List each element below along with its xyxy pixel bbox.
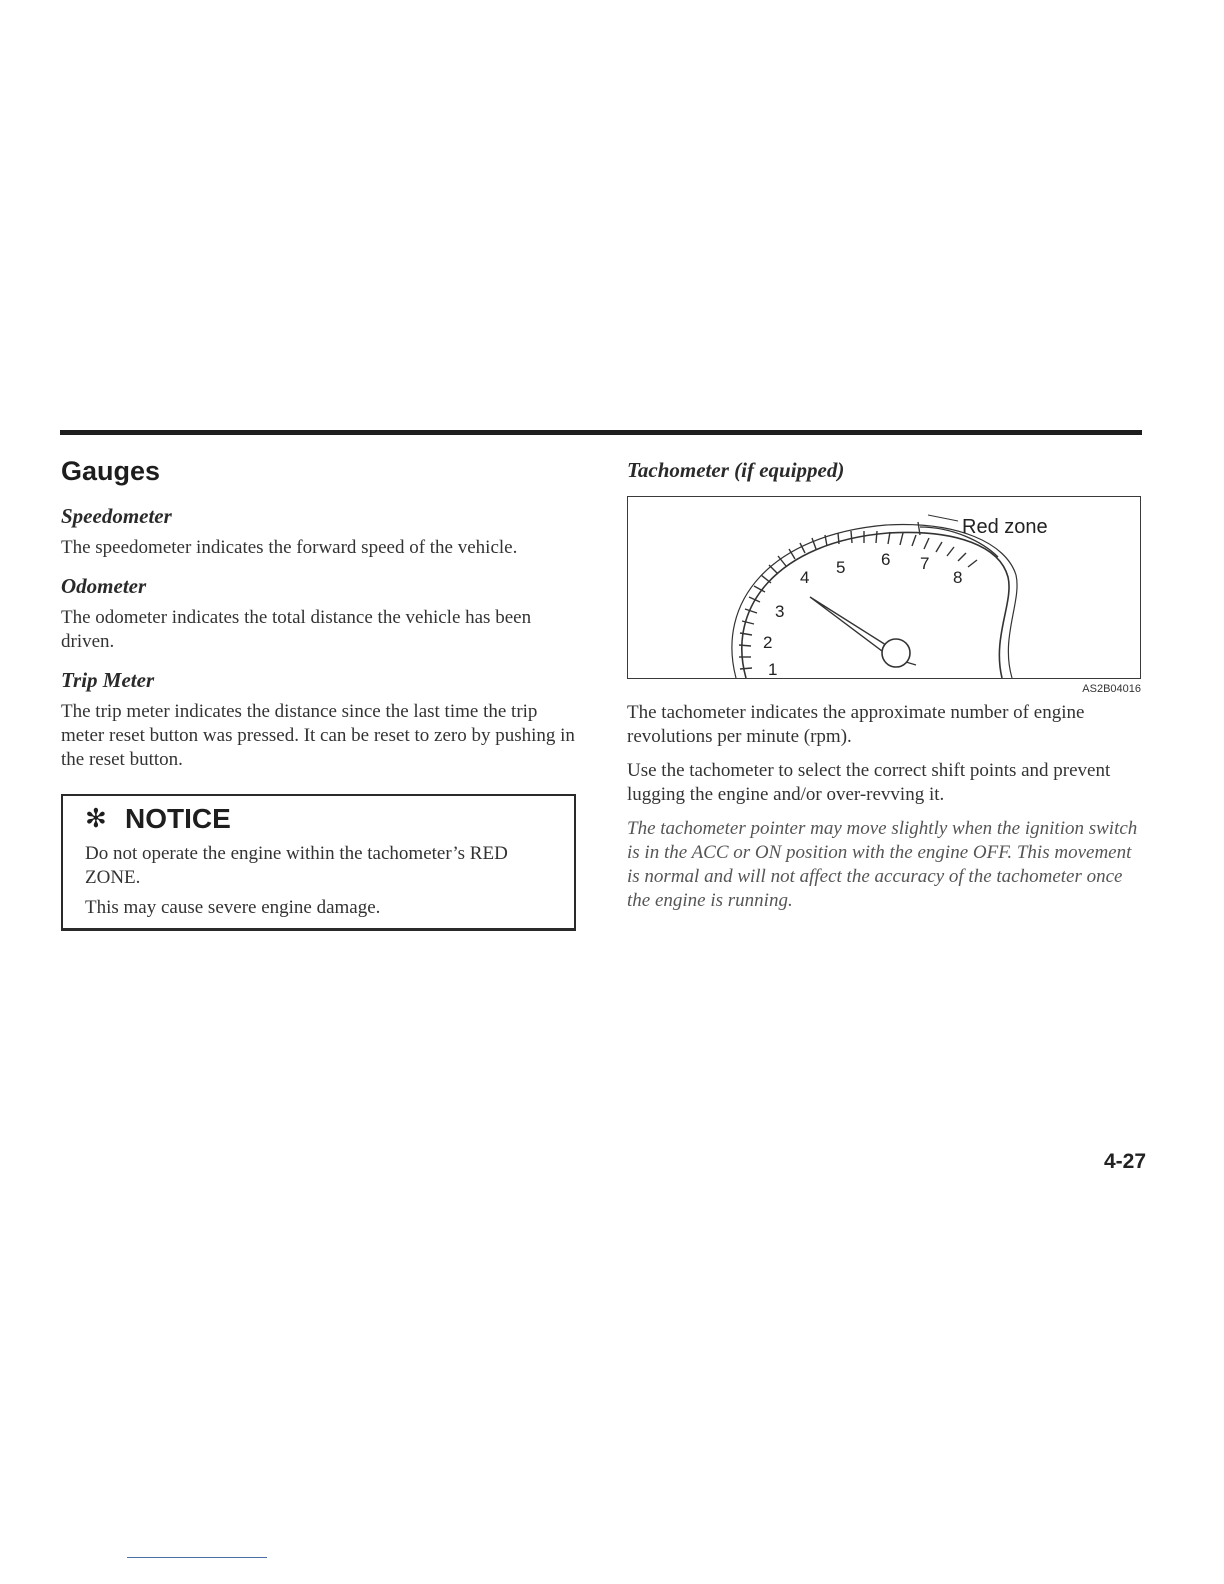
tachometer-figure — [627, 496, 1141, 679]
notice-line-2: This may cause severe engine damage. — [85, 897, 381, 918]
tachometer-needle — [810, 597, 886, 651]
needle-tail — [906, 662, 916, 665]
tick-marks — [739, 531, 977, 669]
right-column — [627, 448, 1147, 913]
tachometer-paragraph-1: The tachometer indicates the approximate number of engine revolutions per minute (rpm). — [627, 702, 1085, 747]
tachometer-heading: Tachometer (if equipped) — [627, 458, 845, 482]
scale-label-8: 8 — [953, 568, 963, 587]
trip-meter-text: The trip meter indicates the distance since the last time the trip meter reset button was pressed. It can be reset to zero by pushing in the reset button. — [61, 701, 575, 770]
notice-title: NOTICE — [125, 803, 231, 834]
section-title: Gauges — [61, 456, 161, 486]
red-zone-leader-line — [928, 515, 958, 521]
scale-label-6: 6 — [881, 550, 891, 569]
left-column — [61, 448, 576, 931]
scale-label-7: 7 — [920, 554, 930, 573]
notice-box — [61, 794, 576, 931]
top-rule — [60, 430, 1142, 435]
tachometer-paragraph-3: The tachometer pointer may move slightly when the ignition switch is in the ACC or ON position with the engine OFF. This movement is normal and will not affect the accuracy of the tachometer once the engine is running. — [627, 818, 1138, 911]
figure-code: AS2B04016 — [1082, 683, 1141, 695]
speedometer-text: The speedometer indicates the forward speed of the vehicle. — [61, 537, 518, 558]
scale-label-1: 1 — [768, 660, 778, 678]
odometer-heading: Odometer — [61, 574, 147, 598]
tachometer-paragraph-2: Use the tachometer to select the correct shift points and prevent lugging the engine and/or over-revving it. — [627, 760, 1111, 805]
speedometer-heading: Speedometer — [61, 504, 172, 528]
odometer-text: The odometer indicates the total distance the vehicle has been driven. — [61, 607, 532, 652]
asterisk-icon: ✻ — [85, 804, 107, 834]
needle-hub — [882, 639, 910, 667]
bottom-rule — [127, 1557, 267, 1558]
notice-header — [85, 802, 554, 836]
scale-label-3: 3 — [775, 602, 785, 621]
notice-line-1: Do not operate the engine within the tachometer’s RED ZONE. — [85, 843, 508, 888]
scale-label-4: 4 — [800, 568, 810, 587]
tachometer-diagram — [628, 497, 1140, 678]
scale-label-5: 5 — [836, 558, 846, 577]
scale-label-2: 2 — [763, 633, 773, 652]
page-number: 4-27 — [1103, 1150, 1146, 1173]
trip-meter-heading: Trip Meter — [61, 668, 155, 692]
red-zone-label: Red zone — [962, 516, 1048, 538]
